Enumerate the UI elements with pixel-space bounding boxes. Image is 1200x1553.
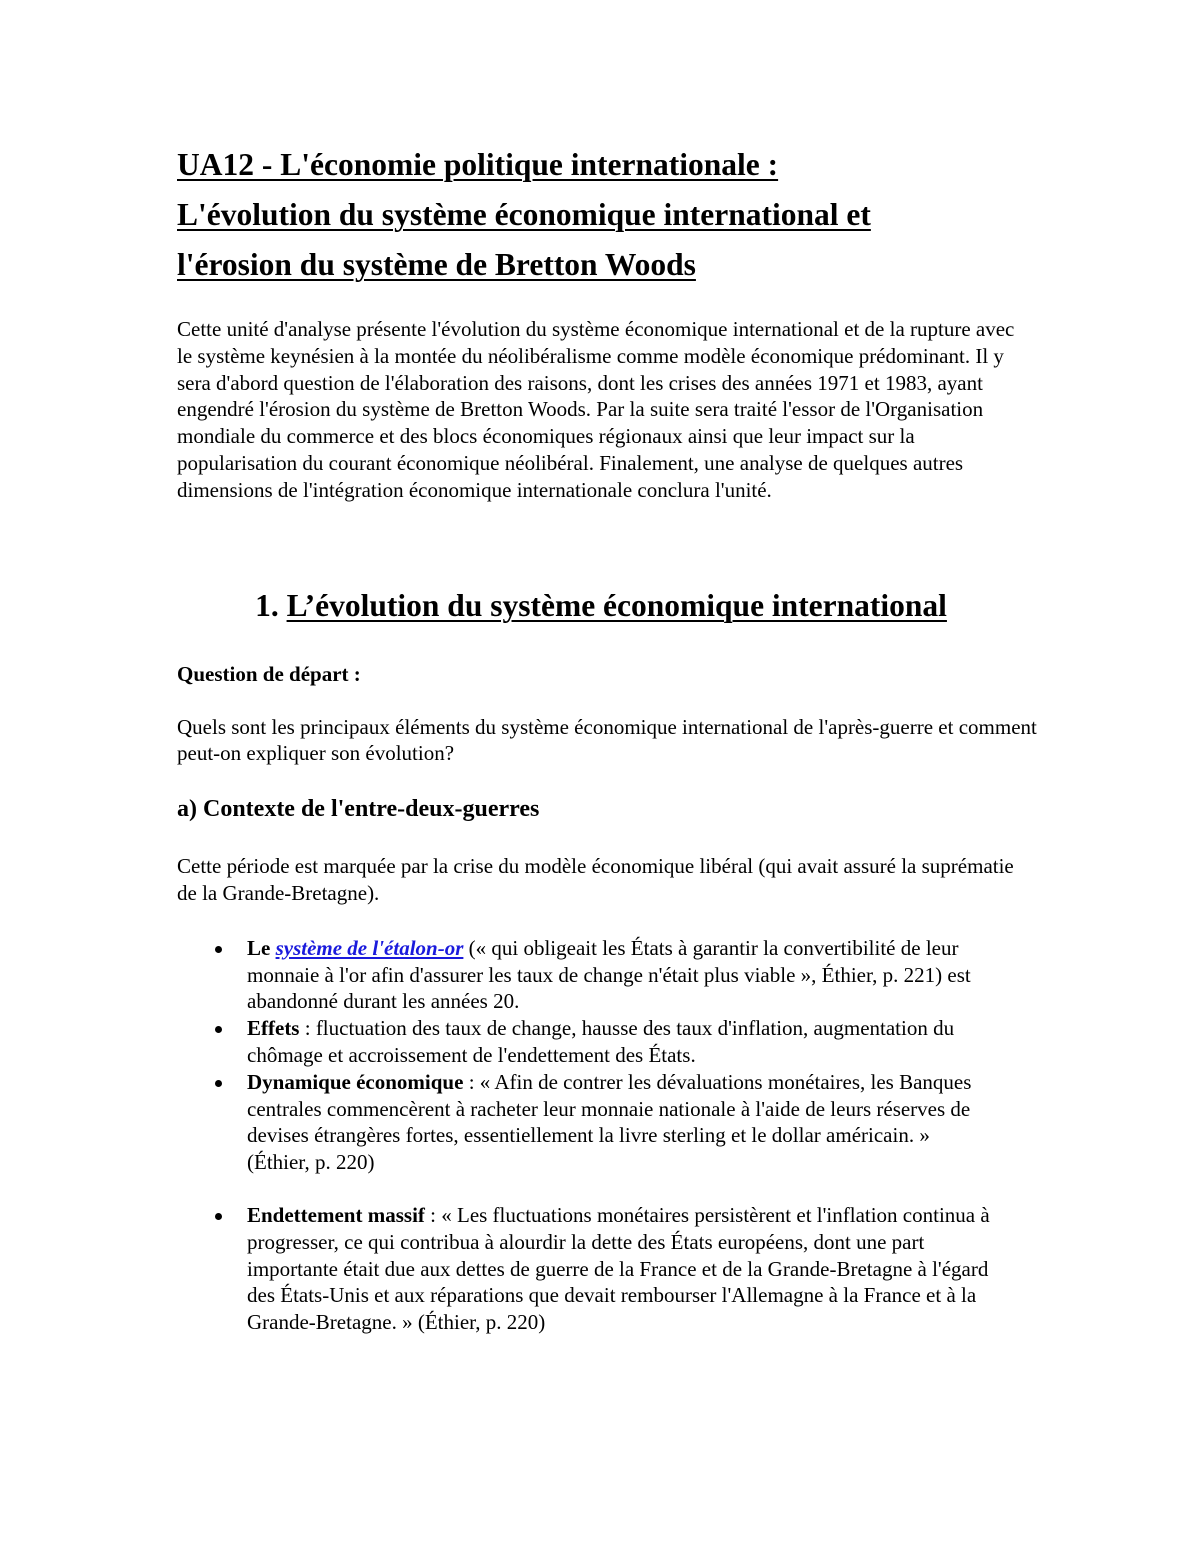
bullet-dot-icon [215,946,222,953]
title-line-1: UA12 - L'économie politique internationale : [177,147,779,182]
bullet-text: : « Les fluctuations monétaires persistèrent et l'inflation continua à progresser, ce qui contribua à alourdir la dette des États européens, dont une part importante était due aux dettes de guerre de la France et de la Grande-Bretagne à l'égard des États-Unis et aux réparations que devait rembourser l'Allemagne à la France et à la Grande-Bretagne. » (Éthier, p. 220) [247,1202,990,1335]
question-label: Question de départ : [177,661,361,686]
list-item [177,935,997,1015]
intro-paragraph: Cette unité d'analyse présente l'évolution du système économique international et de la rupture avec le système keynésien à la montée du néolibéralisme comme modèle économique prédominant. Il y sera d'abord question de l'élaboration des raisons, dont les crises des années 1971 et 1983, ayant engendré l'érosion du système de Bretton Woods. Par la suite sera traité l'essor de l'Organisation mondiale du commerce et des blocs économiques régionaux ainsi que leur impact sur la popularisation du courant économique néolibéral. Finalement, une analyse de quelques autres dimensions de l'intégration économique internationale conclura l'unité. [177,317,1015,502]
section-1-title-text: L’évolution du système économique international [286,587,947,623]
list-item [177,1015,997,1069]
section-1-number: 1. [255,587,287,623]
question-text: Quels sont les principaux éléments du système économique international de l'après-guerre et comment peut-on expliquer son évolution? [177,714,1037,766]
bullet-text: (« qui obligeait les États à garantir la convertibilité de leur monnaie à l'or afin d'assurer les taux de change n'était plus viable », Éthier, p. 221) est abandonné durant les années 20. [247,935,971,1014]
bullet-list [177,935,997,1336]
bullet-term: Endettement massif [247,1202,425,1227]
bullet-term: Effets [247,1016,300,1041]
title-line-3: l'érosion du système de Bretton Woods [177,247,696,282]
bullet-dot-icon [215,1080,222,1087]
subsection-a-paragraph: Cette période est marquée par la crise du modèle économique libéral (qui avait assuré la suprématie de la Grande-Bretagne). [177,854,1014,905]
bullet-dot-icon [215,1213,222,1220]
document-page [177,140,1057,1336]
bullet-dot-icon [215,1026,222,1033]
title-line-2: L'évolution du système économique international et [177,197,871,232]
bullet-text: : « Afin de contrer les dévaluations monétaires, les Banques centrales commencèrent à racheter leur monnaie nationale à l'aide de leurs réserves de devises étrangères fortes, essentiellement la livre sterling et le dollar américain. » (Éthier, p. 220) [247,1069,972,1175]
bullet-term: Dynamique économique [247,1069,464,1094]
list-item [177,1069,997,1176]
subsection-a-heading: a) Contexte de l'entre-deux-guerres [177,796,540,823]
bullet-term: Le [247,935,276,960]
document-title [177,140,1057,290]
gold-standard-link[interactable]: système de l'étalon-or [275,935,464,960]
list-item [177,1202,997,1336]
bullet-text: : fluctuation des taux de change, hausse des taux d'inflation, augmentation du chômage et accroissement de l'endettement des États. [247,1016,955,1067]
section-1-title [177,586,1025,626]
